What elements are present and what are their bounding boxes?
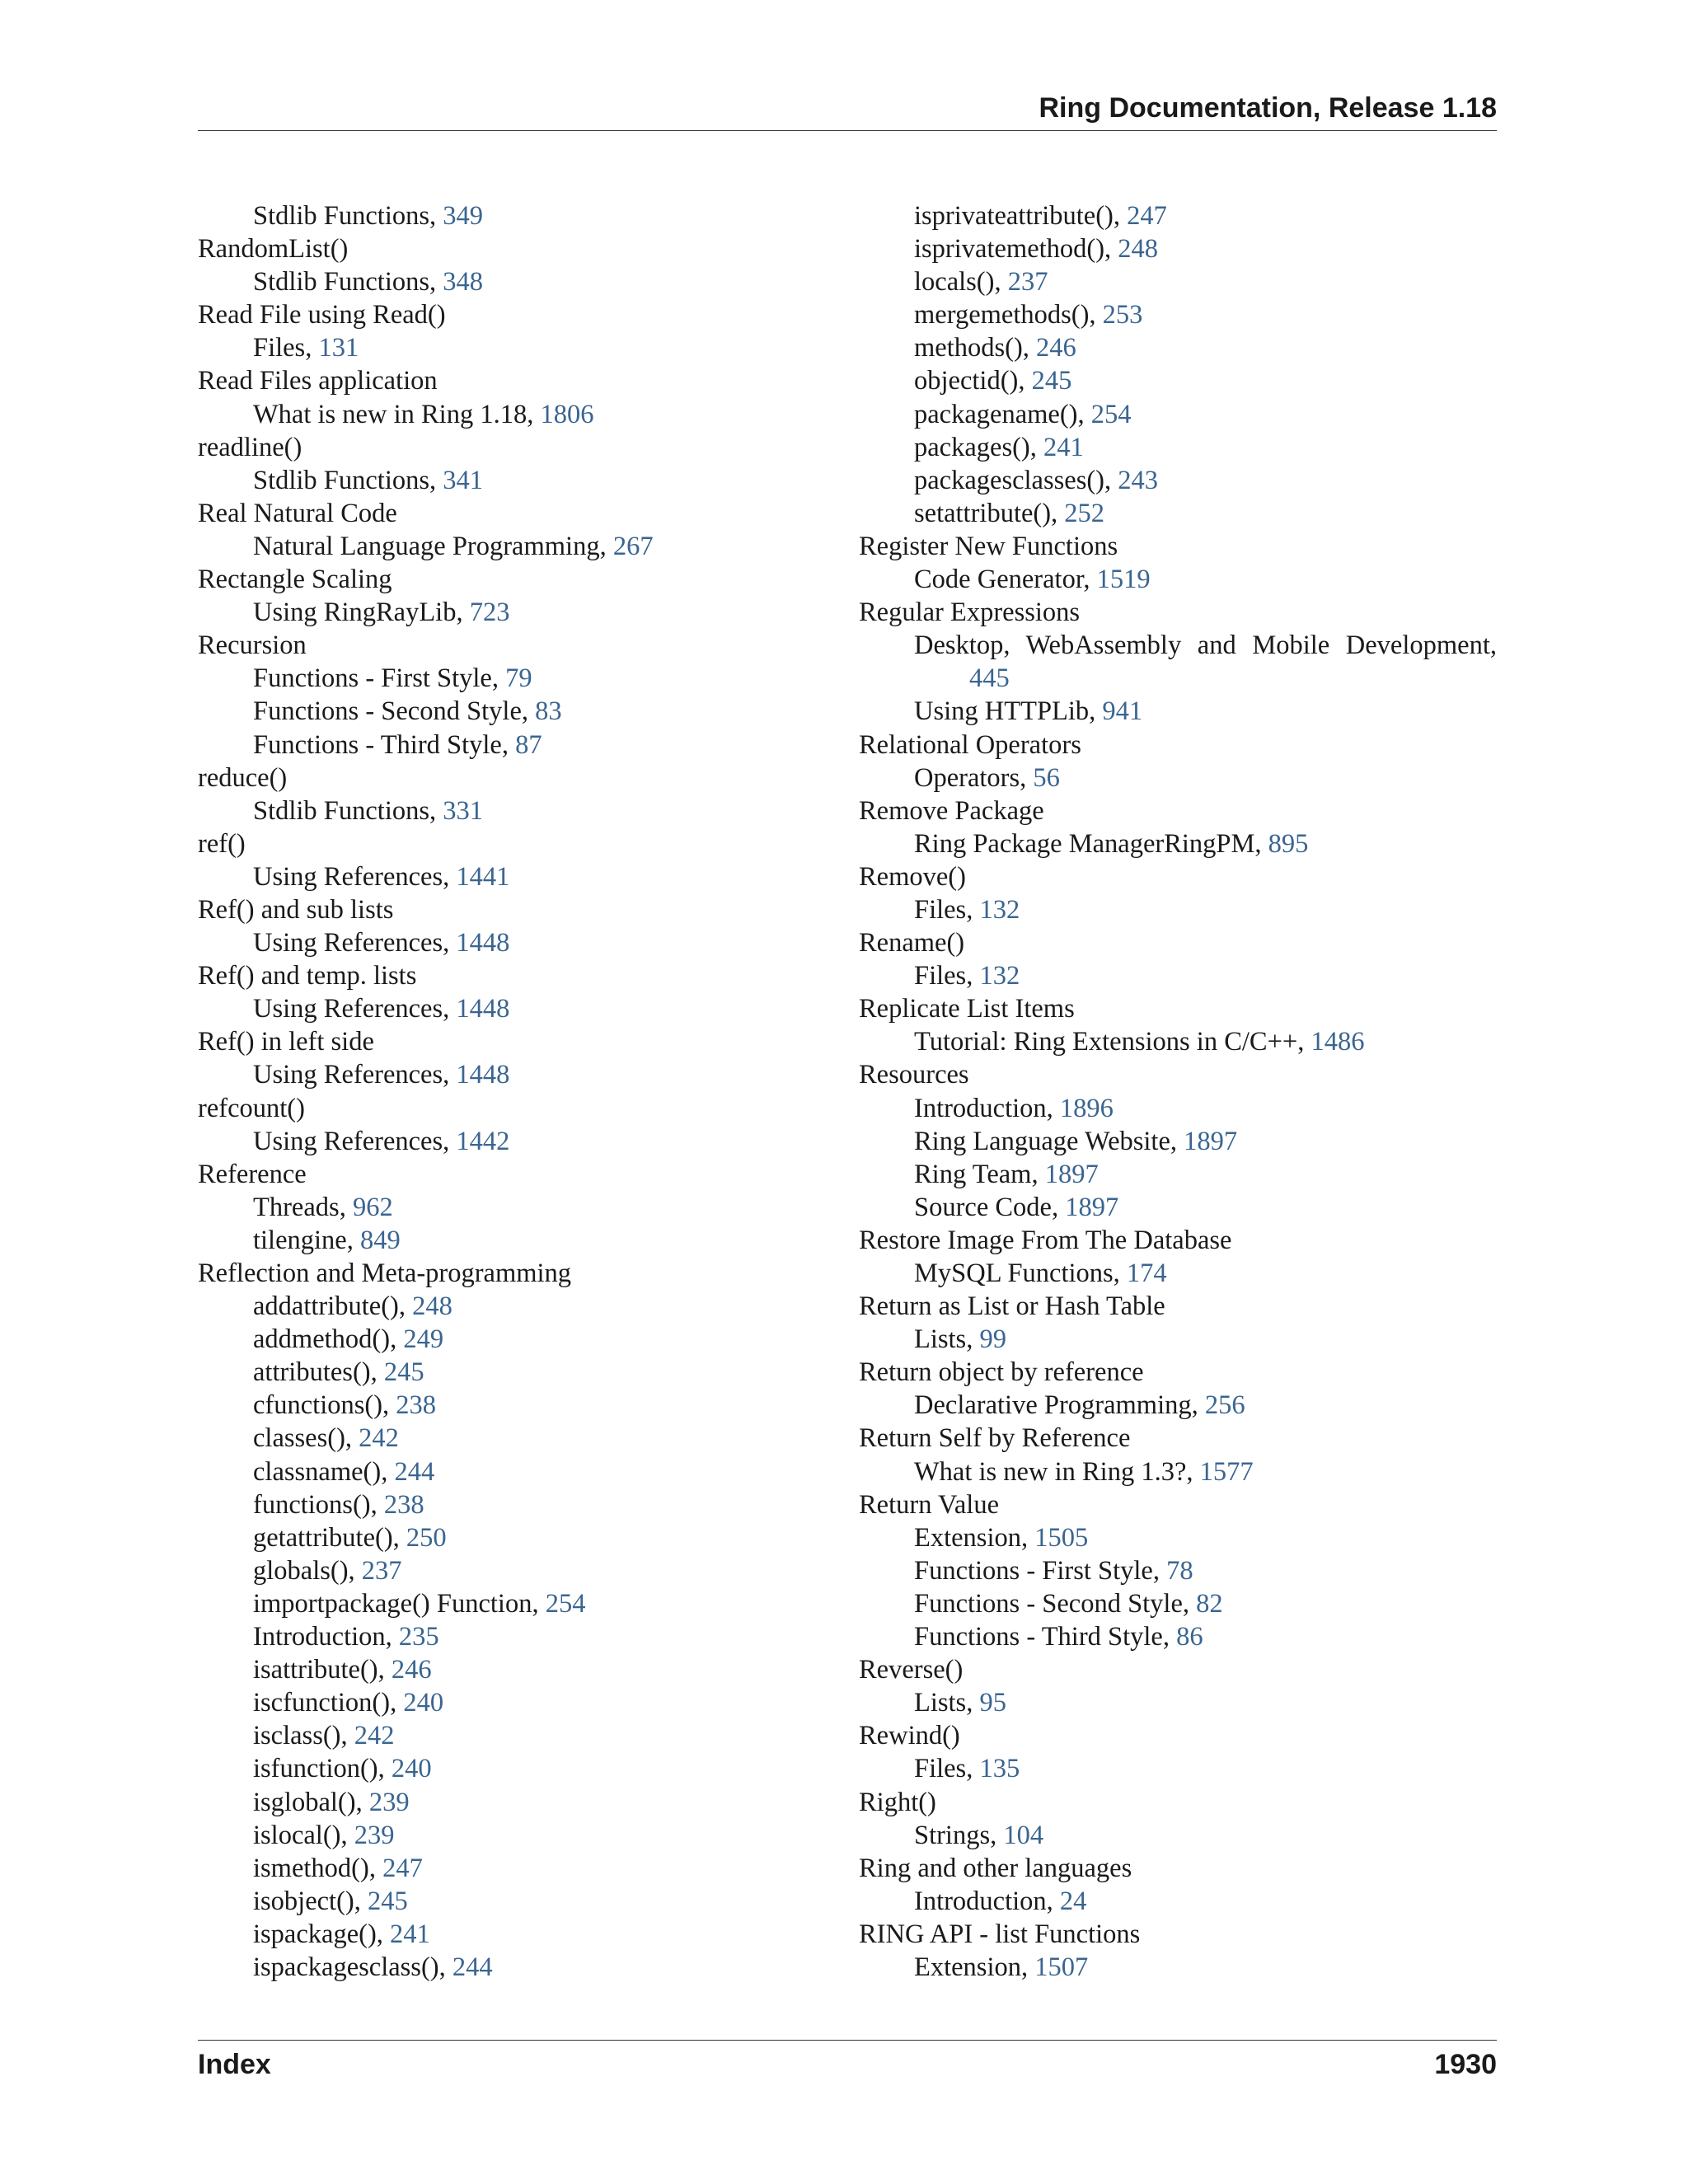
page-reference-link[interactable]: 104 [1003, 1820, 1044, 1850]
index-term [198, 1092, 841, 1125]
index-entry-text: locals() [914, 267, 995, 298]
index-entry-text: methods() [914, 333, 1023, 363]
index-term [198, 497, 841, 530]
page-reference-link[interactable]: 79 [505, 663, 532, 694]
page-reference-link[interactable]: 132 [979, 961, 1020, 991]
page-reference-link[interactable]: 240 [403, 1688, 444, 1718]
index-entry-text: Replicate List Items [859, 994, 1075, 1024]
index-entry-text: ispackagesclass() [253, 1952, 439, 1982]
page-reference-link[interactable]: 1896 [1059, 1093, 1114, 1123]
index-entry-text: Desktop, WebAssembly and Mobile Development [914, 630, 1490, 661]
index-term [859, 596, 1497, 629]
index-subentry: iscfunction(), 240 [253, 1688, 444, 1718]
index-term [859, 1786, 1497, 1819]
index-entry-text: Using References [253, 1126, 443, 1156]
page-reference-link[interactable]: 895 [1268, 828, 1309, 859]
index-subentry: isclass(), 242 [253, 1721, 395, 1751]
index-entry-text: reduce() [198, 762, 288, 793]
page-reference-link[interactable]: 252 [1064, 498, 1105, 528]
index-entry-text: classname() [253, 1456, 382, 1487]
index-subentry: Code Generator, 1519 [914, 565, 1151, 595]
index-subentry: Introduction, 235 [253, 1622, 439, 1652]
page-reference-link[interactable]: 1448 [456, 1060, 510, 1090]
index-term [859, 1058, 1497, 1091]
index-entry-text: packages() [914, 432, 1030, 462]
index-entry-text: Register New Functions [859, 531, 1118, 561]
index-subentry: locals(), 237 [914, 267, 1048, 298]
footer-section-label: Index [198, 2049, 271, 2080]
index-entry-text: cfunctions() [253, 1390, 383, 1421]
index-subentry: Files, 132 [914, 894, 1020, 925]
index-subentry: Functions - First Style, 78 [914, 1555, 1193, 1586]
index-column-right [859, 199, 1497, 1984]
index-entry-text: ismethod() [253, 1853, 369, 1883]
index-entry-text: Reflection and Meta-programming [198, 1258, 572, 1288]
page-reference-link[interactable]: 849 [359, 1225, 401, 1255]
page-reference-link[interactable]: 83 [535, 696, 562, 727]
page-reference-link[interactable]: 238 [383, 1489, 424, 1520]
index-entry-text: Using HTTPLib [914, 696, 1090, 727]
page-reference-link[interactable]: 56 [1033, 762, 1060, 793]
index-entry-text: Rename() [859, 928, 965, 958]
index-term [859, 1224, 1497, 1257]
index-term [859, 992, 1497, 1025]
page-reference-link[interactable]: 249 [403, 1324, 444, 1355]
index-column-left [198, 199, 841, 1984]
page-reference-link[interactable]: 1519 [1096, 565, 1151, 595]
index-entry-text: ispackage() [253, 1919, 377, 1949]
footer-rule [198, 2040, 1497, 2041]
index-entry-text: Stdlib Functions [253, 267, 429, 298]
page-reference-link[interactable]: 238 [396, 1390, 437, 1421]
page-reference-link[interactable]: 254 [545, 1588, 586, 1619]
index-subentry: Ring Package ManagerRingPM, 895 [914, 828, 1309, 859]
index-subentry: Operators, 56 [914, 762, 1060, 793]
index-term [859, 794, 1497, 827]
index-entry-text: classes() [253, 1423, 345, 1454]
page-reference-link[interactable]: 241 [1043, 432, 1084, 462]
index-subentry: Ring Language Website, 1897 [914, 1126, 1238, 1156]
page-header-title: Ring Documentation, Release 1.18 [1039, 92, 1497, 124]
page-reference-link[interactable]: 1448 [456, 928, 510, 958]
index-entry-text: mergemethods() [914, 300, 1090, 330]
index-subentry: Extension, 1505 [914, 1522, 1089, 1553]
index-subentry: globals(), 237 [253, 1555, 402, 1586]
page-reference-link[interactable]: 245 [383, 1357, 424, 1388]
index-subentry: objectid(), 245 [914, 366, 1072, 396]
page-reference-link[interactable]: 1442 [456, 1126, 510, 1156]
index-subentry: addmethod(), 249 [253, 1324, 444, 1355]
index-term [198, 364, 841, 397]
index-subentry: isattribute(), 246 [253, 1655, 432, 1685]
index-entry-text: Functions - Third Style [253, 729, 502, 760]
page-reference-link[interactable]: 237 [361, 1555, 402, 1586]
index-subentry: packages(), 241 [914, 432, 1084, 462]
index-term [198, 431, 841, 464]
index-entry-text: Functions - Second Style [914, 1588, 1183, 1619]
index-entry-text: Using RingRayLib [253, 598, 457, 628]
index-term [198, 959, 841, 992]
page-reference-link[interactable]: 242 [359, 1423, 399, 1454]
index-entry-text: Using References [253, 994, 443, 1024]
index-entry-text: Ref() in left side [198, 1027, 374, 1057]
index-subentry: isobject(), 245 [253, 1886, 408, 1916]
index-subentry: Using RingRayLib, 723 [253, 598, 510, 628]
index-subentry: Lists, 99 [914, 1324, 1006, 1355]
index-term [198, 232, 841, 265]
header-rule [198, 130, 1497, 131]
index-entry-text: Functions - Second Style [253, 696, 522, 727]
index-term [859, 1653, 1497, 1686]
index-entry-text: getattribute() [253, 1522, 393, 1553]
page-reference-link[interactable]: 1897 [1184, 1126, 1238, 1156]
index-subentry: Using HTTPLib, 941 [914, 696, 1143, 727]
index-entry-text: What is new in Ring 1.3? [914, 1456, 1187, 1487]
index-subentry: Files, 135 [914, 1754, 1020, 1784]
page-reference-link[interactable]: 253 [1102, 300, 1143, 330]
page-reference-link[interactable]: 349 [443, 201, 483, 231]
index-term [859, 926, 1497, 959]
index-entry-text: Threads [253, 1192, 340, 1222]
index-entry-text: Stdlib Functions [253, 465, 429, 495]
index-subentry: ismethod(), 247 [253, 1853, 423, 1883]
page-reference-link[interactable]: 235 [398, 1622, 439, 1652]
index-term [859, 1422, 1497, 1455]
index-subentry: Lists, 95 [914, 1688, 1006, 1718]
index-entry-text: Ring Package ManagerRingPM [914, 828, 1255, 859]
index-entry-text: packagename() [914, 399, 1078, 429]
index-term [198, 298, 841, 331]
page-reference-link[interactable]: 245 [367, 1886, 408, 1916]
page-reference-link[interactable]: 240 [391, 1754, 432, 1784]
index-entry-text: Introduction [253, 1622, 386, 1652]
index-entry-text: Ref() and sub lists [198, 894, 394, 925]
index-entry-text: Ring Language Website [914, 1126, 1170, 1156]
page-reference-link[interactable]: 241 [390, 1919, 430, 1949]
index-entry-text: Return as List or Hash Table [859, 1291, 1165, 1322]
index-entry-text: isattribute() [253, 1655, 378, 1685]
index-entry-text: Read File using Read() [198, 300, 446, 330]
index-subentry: islocal(), 239 [253, 1820, 395, 1850]
page-reference-link[interactable]: 962 [352, 1192, 393, 1222]
page-reference-link[interactable]: 86 [1176, 1622, 1203, 1652]
index-term [198, 893, 841, 926]
index-subentry: Functions - Second Style, 82 [914, 1588, 1223, 1619]
index-entry-text: Stdlib Functions [253, 201, 429, 231]
index-entry-text: Functions - First Style [253, 663, 492, 694]
index-subentry: functions(), 238 [253, 1489, 424, 1520]
index-entry-text: islocal() [253, 1820, 341, 1850]
page-reference-link[interactable]: 239 [354, 1820, 395, 1850]
index-entry-text: isprivatemethod() [914, 234, 1105, 265]
index-entry-text: Natural Language Programming [253, 531, 600, 561]
index-entry-text: Using References [253, 1060, 443, 1090]
index-subentry: Using References, 1441 [253, 861, 510, 892]
index-entry-text: Files [253, 333, 306, 363]
index-entry-text: importpackage() Function [253, 1588, 532, 1619]
index-entry-text: Using References [253, 928, 443, 958]
index-entry-text: Strings [914, 1820, 991, 1850]
index-subentry: Strings, 104 [914, 1820, 1044, 1850]
page-reference-link[interactable]: 239 [368, 1787, 410, 1817]
index-entry-text: Functions - Third Style [914, 1622, 1163, 1652]
page-reference-link[interactable]: 135 [979, 1754, 1020, 1784]
index-subentry: isprivateattribute(), 247 [914, 201, 1167, 231]
index-entry-text: ref() [198, 828, 246, 859]
page-reference-link[interactable]: 78 [1166, 1555, 1193, 1586]
index-entry-text: Return Value [859, 1489, 999, 1520]
index-subentry: Source Code, 1897 [914, 1192, 1119, 1222]
index-subentry: Extension, 1507 [914, 1952, 1089, 1982]
index-entry-text: RING API - list Functions [859, 1919, 1141, 1949]
index-subentry: Desktop, WebAssembly and Mobile Development, 445 [914, 630, 1497, 694]
page-reference-link[interactable]: 247 [1127, 201, 1167, 231]
index-entry-text: Relational Operators [859, 729, 1081, 760]
index-subentry: classname(), 244 [253, 1456, 435, 1487]
index-entry-text: refcount() [198, 1093, 305, 1123]
index-term [198, 827, 841, 860]
index-subentry: isprivatemethod(), 248 [914, 234, 1159, 265]
index-entry-text: Files [914, 961, 967, 991]
index-term [198, 1025, 841, 1058]
index-subentry: ispackage(), 241 [253, 1919, 430, 1949]
index-entry-text: Ring and other languages [859, 1853, 1132, 1883]
page-reference-link[interactable]: 24 [1059, 1886, 1087, 1916]
index-entry-text: Restore Image From The Database [859, 1225, 1232, 1255]
index-subentry: Using References, 1448 [253, 928, 510, 958]
index-entry-text: attributes() [253, 1357, 371, 1388]
page-reference-link[interactable]: 246 [391, 1655, 432, 1685]
page-reference-link[interactable]: 248 [1118, 234, 1159, 265]
index-entry-text: Right() [859, 1787, 936, 1817]
index-entry-text: Resources [859, 1060, 969, 1090]
index-entry-text: Return object by reference [859, 1357, 1144, 1388]
index-subentry: Functions - Third Style, 87 [253, 729, 542, 760]
page-reference-link[interactable]: 1505 [1034, 1522, 1089, 1553]
index-entry-text: Introduction [914, 1093, 1047, 1123]
index-subentry: Using References, 1448 [253, 1060, 510, 1090]
index-entry-text: functions() [253, 1489, 371, 1520]
index-entry-text: objectid() [914, 366, 1019, 396]
index-entry-text: Return Self by Reference [859, 1423, 1131, 1454]
index-entry-text: What is new in Ring 1.18 [253, 399, 528, 429]
index-entry-text: Ring Team [914, 1159, 1032, 1189]
page-reference-link[interactable]: 95 [979, 1688, 1006, 1718]
index-entry-text: isclass() [253, 1721, 341, 1751]
index-entry-text: Code Generator [914, 565, 1084, 595]
page-reference-link[interactable]: 256 [1204, 1390, 1245, 1421]
index-subentry: What is new in Ring 1.18, 1806 [253, 399, 594, 429]
index-subentry: Functions - Third Style, 86 [914, 1622, 1203, 1652]
index-subentry: Functions - First Style, 79 [253, 663, 532, 694]
index-subentry: Declarative Programming, 256 [914, 1390, 1245, 1421]
page-reference-link[interactable]: 174 [1126, 1258, 1167, 1288]
page-reference-link[interactable]: 1507 [1034, 1952, 1089, 1982]
index-entry-text: MySQL Functions [914, 1258, 1114, 1288]
index-entry-text: Regular Expressions [859, 598, 1081, 628]
index-entry-text: Introduction [914, 1886, 1047, 1916]
page-reference-link[interactable]: 244 [452, 1952, 493, 1982]
index-entry-text: Reference [198, 1159, 307, 1189]
index-entry-text: Tutorial: Ring Extensions in C/C++ [914, 1027, 1298, 1057]
index-term [198, 629, 841, 662]
index-subentry: Stdlib Functions, 348 [253, 267, 483, 298]
page-reference-link[interactable]: 237 [1007, 267, 1048, 298]
index-entry-text: Extension [914, 1522, 1021, 1553]
index-entry-text: Recursion [198, 630, 307, 661]
index-subentry: Natural Language Programming, 267 [253, 531, 654, 561]
index-term [859, 1852, 1497, 1885]
index-entry-text: Rewind() [859, 1721, 960, 1751]
index-term [859, 1918, 1497, 1951]
index-entry-text: Real Natural Code [198, 498, 397, 528]
index-term [859, 1290, 1497, 1323]
index-entry-text: Files [914, 1754, 967, 1784]
index-subentry: Functions - Second Style, 83 [253, 696, 562, 727]
index-subentry: ispackagesclass(), 244 [253, 1952, 493, 1982]
index-term [859, 860, 1497, 893]
index-term [859, 1719, 1497, 1752]
index-subentry: isglobal(), 239 [253, 1787, 410, 1817]
index-entry-text: Reverse() [859, 1655, 964, 1685]
page-reference-link[interactable]: 1448 [456, 994, 510, 1024]
page-reference-link[interactable]: 246 [1036, 333, 1076, 363]
index-entry-text: Rectangle Scaling [198, 565, 392, 595]
page-reference-link[interactable]: 1897 [1044, 1159, 1099, 1189]
page-reference-link[interactable]: 132 [979, 894, 1020, 925]
index-subentry: Files, 132 [914, 961, 1020, 991]
index-term [859, 1356, 1497, 1389]
page-reference-link[interactable]: 1486 [1311, 1027, 1365, 1057]
page-reference-link[interactable]: 245 [1031, 366, 1072, 396]
page-reference-link[interactable]: 723 [469, 598, 510, 628]
page-reference-link[interactable]: 941 [1102, 696, 1143, 727]
index-subentry: Files, 131 [253, 333, 359, 363]
index-subentry: Introduction, 24 [914, 1886, 1087, 1916]
index-term [859, 729, 1497, 762]
index-entry-text: addattribute() [253, 1291, 399, 1322]
index-entry-text: Extension [914, 1952, 1021, 1982]
index-subentry: packagename(), 254 [914, 399, 1132, 429]
index-term [198, 1257, 841, 1290]
page-reference-link[interactable]: 254 [1090, 399, 1132, 429]
index-entry-text: Stdlib Functions [253, 795, 429, 826]
index-subentry: Ring Team, 1897 [914, 1159, 1099, 1189]
index-entry-text: Files [914, 894, 967, 925]
index-entry-text: Declarative Programming [914, 1390, 1192, 1421]
page-reference-link[interactable]: 1577 [1199, 1456, 1254, 1487]
index-entry-text: Lists [914, 1688, 967, 1718]
page-reference-link[interactable]: 87 [515, 729, 542, 760]
index-subentry: Threads, 962 [253, 1192, 393, 1222]
page-reference-link[interactable]: 250 [406, 1522, 447, 1553]
index-term [859, 530, 1497, 563]
index-subentry: tilengine, 849 [253, 1225, 401, 1255]
page-reference-link[interactable]: 1441 [456, 861, 510, 892]
page-reference-link[interactable]: 248 [412, 1291, 452, 1322]
index-subentry: getattribute(), 250 [253, 1522, 447, 1553]
index-entry-text: isobject() [253, 1886, 354, 1916]
index-subentry: Using References, 1448 [253, 994, 510, 1024]
index-entry-text: Read Files application [198, 366, 438, 396]
index-subentry: importpackage() Function, 254 [253, 1588, 586, 1619]
page-reference-link[interactable]: 1897 [1065, 1192, 1119, 1222]
page-reference-link[interactable]: 131 [318, 333, 359, 363]
page-reference-link[interactable]: 247 [382, 1853, 423, 1883]
index-entry-text: Ref() and temp. lists [198, 961, 417, 991]
index-entry-text: globals() [253, 1555, 349, 1586]
page-reference-link[interactable]: 99 [979, 1324, 1006, 1355]
page-reference-link[interactable]: 445 [969, 663, 1010, 694]
index-subentry: isfunction(), 240 [253, 1754, 432, 1784]
index-entry-text: readline() [198, 432, 302, 462]
index-entry-text: Using References [253, 861, 443, 892]
index-entry-text: Operators [914, 762, 1020, 793]
index-subentry: attributes(), 245 [253, 1357, 424, 1388]
index-subentry: packagesclasses(), 243 [914, 465, 1158, 495]
index-subentry: setattribute(), 252 [914, 498, 1105, 528]
page-reference-link[interactable]: 341 [443, 465, 483, 495]
index-entry-text: Remove Package [859, 795, 1044, 826]
index-subentry: MySQL Functions, 174 [914, 1258, 1167, 1288]
index-term [198, 762, 841, 794]
index-entry-text: Lists [914, 1324, 967, 1355]
index-entry-text: addmethod() [253, 1324, 391, 1355]
index-subentry: Introduction, 1896 [914, 1093, 1114, 1123]
index-entry-text: tilengine [253, 1225, 347, 1255]
index-entry-text: isprivateattribute() [914, 201, 1114, 231]
index-subentry: Stdlib Functions, 349 [253, 201, 483, 231]
index-subentry: Tutorial: Ring Extensions in C/C++, 1486 [914, 1027, 1365, 1057]
page-reference-link[interactable]: 331 [443, 795, 483, 826]
page-reference-link[interactable]: 82 [1196, 1588, 1223, 1619]
page-reference-link[interactable]: 243 [1118, 465, 1158, 495]
index-term [198, 563, 841, 596]
index-term [859, 1488, 1497, 1521]
index-subentry: Stdlib Functions, 331 [253, 795, 483, 826]
index-subentry: Using References, 1442 [253, 1126, 510, 1156]
index-entry-text: setattribute() [914, 498, 1052, 528]
footer-page-number: 1930 [1434, 2049, 1497, 2080]
index-subentry: classes(), 242 [253, 1423, 399, 1454]
index-subentry: What is new in Ring 1.3?, 1577 [914, 1456, 1254, 1487]
index-subentry: addattribute(), 248 [253, 1291, 452, 1322]
index-subentry: cfunctions(), 238 [253, 1390, 437, 1421]
index-entry-text: isglobal() [253, 1787, 356, 1817]
page-reference-link[interactable]: 348 [443, 267, 483, 298]
index-entry-text: Remove() [859, 861, 966, 892]
index-entry-text: Functions - First Style [914, 1555, 1153, 1586]
page-reference-link[interactable]: 1806 [540, 399, 594, 429]
index-entry-text: isfunction() [253, 1754, 378, 1784]
index-term [198, 1158, 841, 1191]
page-reference-link[interactable]: 242 [354, 1721, 395, 1751]
page-reference-link[interactable]: 267 [612, 531, 654, 561]
index-entry-text: packagesclasses() [914, 465, 1104, 495]
index-subentry: mergemethods(), 253 [914, 300, 1143, 330]
page-reference-link[interactable]: 244 [394, 1456, 435, 1487]
index-entry-text: iscfunction() [253, 1688, 391, 1718]
index-entry-text: Source Code [914, 1192, 1052, 1222]
index-entry-text: RandomList() [198, 234, 349, 265]
index-subentry: Stdlib Functions, 341 [253, 465, 483, 495]
index-subentry: methods(), 246 [914, 333, 1076, 363]
